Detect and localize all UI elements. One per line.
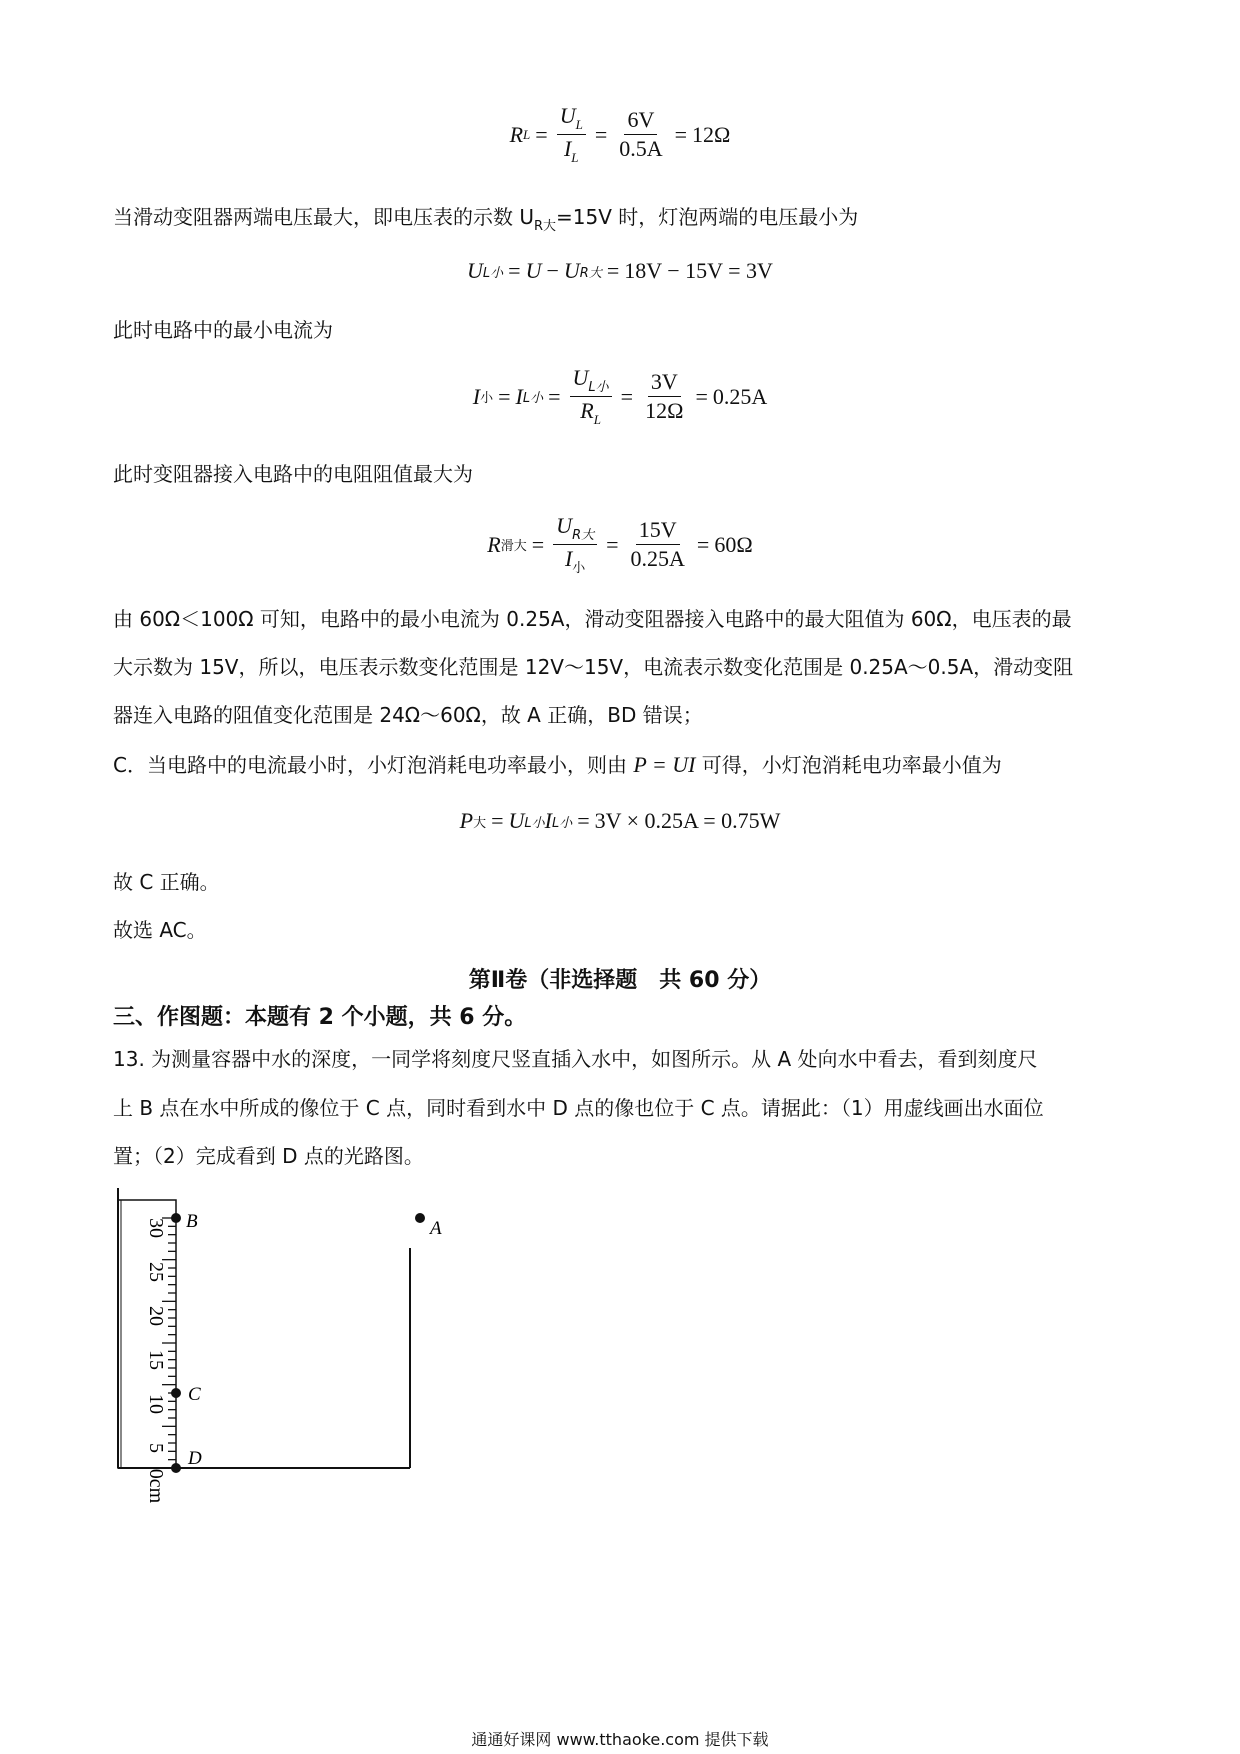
point-a <box>415 1213 425 1223</box>
paragraph-line-1: 由 60Ω＜100Ω 可知，电路中的最小电流为 0.25A，滑动变阻器接入电路中的最大阻值为 60Ω，电压表的最 <box>113 607 1072 631</box>
point-b <box>171 1213 181 1223</box>
label-a: A <box>430 1218 442 1239</box>
ruler-label-15: 15 <box>145 1350 167 1370</box>
part3-title: 三、作图题：本题有 2 个小题，共 6 分。 <box>113 1005 527 1030</box>
point-d <box>171 1463 181 1473</box>
ruler <box>118 1200 176 1468</box>
choose-answer-text: 故选 AC。 <box>113 918 207 942</box>
formula-min-current: I 小 = I L小 = $\frac{U_{L小}}{R_L}$ = $\frac{3V}{12\Omega}$ = 0.25A <box>472 365 768 427</box>
ruler-label-25: 25 <box>145 1262 167 1282</box>
page-footer: 通通好课网 www.tthaoke.com 提供下载 <box>471 1730 769 1749</box>
question-13-line-2: 上 B 点在水中所成的像位于 C 点，同时看到水中 D 点的像也位于 C 点。请据此：（1）用虚线画出水面位 <box>113 1096 1044 1120</box>
ruler-label-30: 30 <box>145 1218 167 1238</box>
ruler-label-0cm: 0cm <box>145 1468 167 1504</box>
section-title: 第Ⅱ卷（非选择题 共 60 分） <box>468 968 772 993</box>
label-b: B <box>186 1211 198 1232</box>
text-line-1: 当滑动变阻器两端电压最大，即电压表的示数 $U_{R大}=15V$ 时，灯泡两端的电压最小为 <box>113 205 859 234</box>
label-c: C <box>188 1384 201 1405</box>
c-correct-text: 故 C 正确。 <box>113 870 220 894</box>
paragraph-line-3: 器连入电路的阻值变化范围是 24Ω～60Ω，故 A 正确，BD 错误； <box>113 703 703 727</box>
formula-min-lamp-voltage: U L小 = U − U R大 = 18V − 15V = 3V <box>467 258 773 283</box>
ruler-label-5: 5 <box>145 1443 167 1453</box>
text-line-3: 此时变阻器接入电路中的电阻阻值最大为 <box>113 462 473 486</box>
paragraph-line-2: 大示数为 15V，所以，电压表示数变化范围是 12V～15V，电流表示数变化范围是 0.25A～0.5A，滑动变阻 <box>113 655 1074 679</box>
label-d: D <box>188 1448 202 1469</box>
formula-min-power: P 大 = U L小 I L小 = 3V × 0.25A = 0.75W <box>459 808 781 833</box>
ruler-label-20: 20 <box>145 1306 167 1326</box>
point-c <box>171 1388 181 1398</box>
ruler-label-10: 10 <box>145 1394 167 1414</box>
question-13-line-1: 13. 为测量容器中水的深度，一同学将刻度尺竖直插入水中，如图所示。从 A 处向水中看去，看到刻度尺 <box>113 1047 1038 1071</box>
paragraph-line-c: C．当电路中的电流最小时，小灯泡消耗电功率最小，则由 P = UI 可得，小灯泡消耗电功率最小值为 <box>113 752 1002 777</box>
text-line-2: 此时电路中的最小电流为 <box>113 318 333 342</box>
formula-lamp-resistance: R L = $\frac{U_L}{I_L}$ = $\frac{6V}{0.5A}$ = 12Ω <box>509 103 731 165</box>
ruler-labels <box>145 1218 167 1504</box>
question-13-line-3: 置；（2）完成看到 D 点的光路图。 <box>113 1144 424 1168</box>
formula-max-resistance: R 滑大 = $\frac{U_{R大}}{I_小}$ = $\frac{15V}{0.25A}$ = 60Ω <box>487 513 753 576</box>
ruler-ticks <box>162 1218 176 1468</box>
